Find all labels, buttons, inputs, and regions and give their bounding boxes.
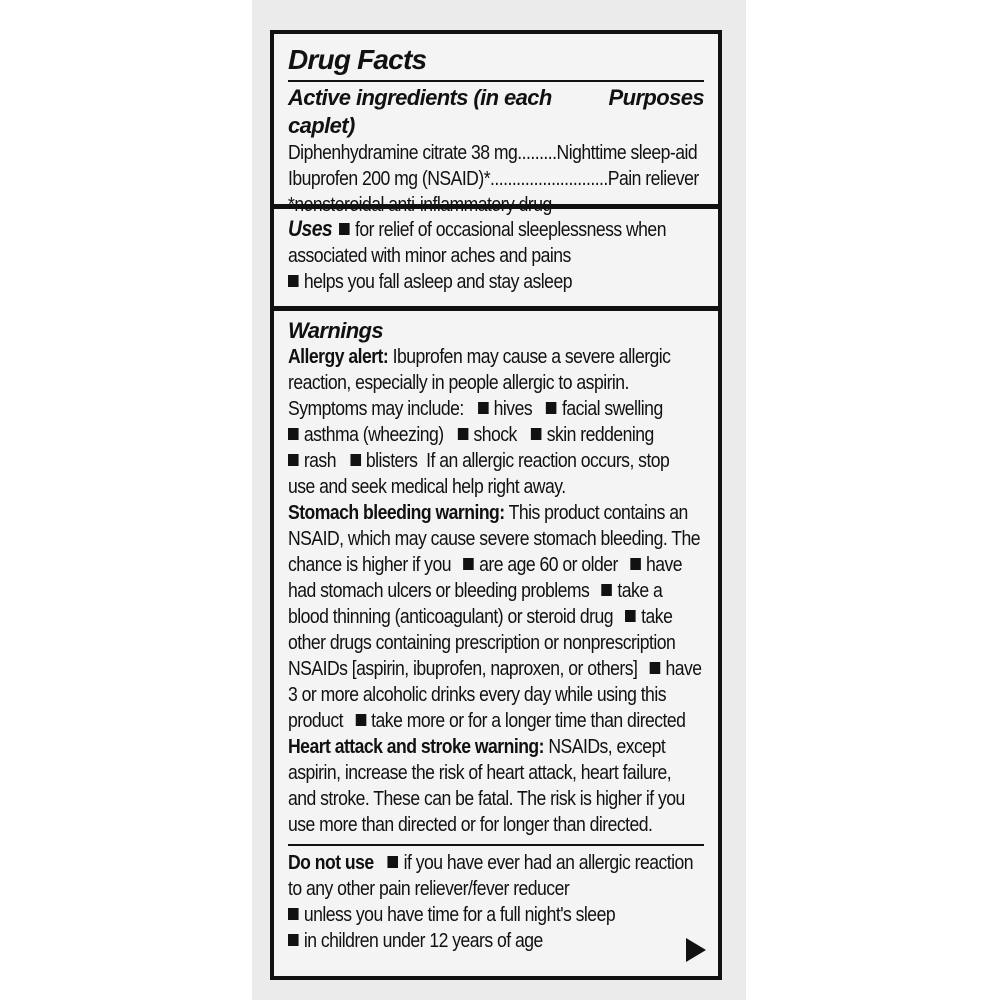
warning-text: This product contains an (508, 502, 688, 524)
warning-text: and stroke. These can be fatal. The risk is higher if you (288, 788, 685, 810)
warning-text: take more or for a longer time than directed (371, 710, 686, 732)
uses-text: helps you fall asleep and stay asleep (303, 271, 572, 293)
bullet-icon (350, 454, 361, 466)
warning-text: chance is higher if you (288, 554, 451, 576)
warning-line (288, 578, 704, 604)
do-not-use-text: to any other pain reliever/fever reducer (288, 878, 570, 900)
warning-line (288, 552, 704, 578)
warning-line (288, 656, 704, 682)
warning-text: shock (473, 424, 517, 446)
warning-text: aspirin, increase the risk of heart attack, heart failure, (288, 762, 672, 784)
warning-text: had stomach ulcers or bleeding problems (288, 580, 590, 602)
ingredient-row (288, 140, 704, 166)
warning-text: 3 or more alcoholic drinks every day while using this (288, 684, 666, 706)
do-not-use-line (288, 928, 704, 954)
warning-text: Ibuprofen may cause a severe allergic (392, 346, 671, 368)
do-not-use-line (288, 876, 704, 902)
warning-line (288, 786, 704, 812)
do-not-use-label: Do not use (288, 852, 374, 874)
warning-line (288, 630, 704, 656)
bullet-icon (288, 428, 299, 440)
do-not-use-line (288, 850, 704, 876)
bullet-icon (339, 223, 350, 235)
warning-text: take a (617, 580, 663, 602)
bullet-icon (531, 428, 542, 440)
active-ingredients-heading: Active ingredients (in each caplet) (288, 85, 552, 138)
bullet-icon (546, 402, 557, 414)
warning-line (288, 422, 704, 448)
warning-text: product (288, 710, 344, 732)
bullet-icon (650, 662, 661, 674)
uses-heading: Uses (288, 216, 333, 241)
warning-text: hives (493, 398, 533, 420)
allergy-alert-label: Allergy alert: (288, 346, 389, 368)
bullet-icon (463, 558, 474, 570)
warning-line (288, 526, 704, 552)
section-divider (274, 306, 718, 311)
warning-text: blood thinning (anticoagulant) or steroid drug (288, 606, 614, 628)
warning-text: have (646, 554, 683, 576)
warning-text: facial swelling (562, 398, 663, 420)
warning-line (288, 344, 704, 370)
warning-line (288, 682, 704, 708)
warning-line (288, 474, 704, 500)
uses-line (288, 216, 704, 243)
title-rule (288, 80, 704, 82)
warning-line (288, 500, 704, 526)
warning-line (288, 370, 704, 396)
drug-facts-label (270, 30, 722, 980)
uses-section (274, 216, 718, 295)
bullet-icon (602, 584, 613, 596)
bullet-icon (355, 714, 366, 726)
warning-line (288, 708, 704, 734)
do-not-use-text: in children under 12 years of age (303, 930, 543, 952)
bullet-icon (288, 275, 299, 287)
warnings-heading: Warnings (288, 318, 384, 343)
warning-text: skin reddening (546, 424, 654, 446)
warning-line (288, 396, 704, 422)
uses-text: associated with minor aches and pains (288, 245, 571, 267)
bullet-icon (288, 454, 299, 466)
warning-text: NSAIDs, except (548, 736, 666, 758)
purposes-heading: Purposes (608, 85, 704, 110)
warning-line (288, 448, 704, 474)
do-not-use-text: unless you have time for a full night's sleep (303, 904, 616, 926)
warning-line (288, 812, 704, 838)
do-not-use-line (288, 902, 704, 928)
warning-text: rash (303, 450, 336, 472)
uses-line (288, 269, 704, 295)
active-heading-row (288, 84, 704, 140)
bullet-icon (458, 428, 469, 440)
uses-text: for relief of occasional sleeplessness when (355, 219, 666, 241)
warning-text: If an allergic reaction occurs, stop (426, 450, 670, 472)
drug-facts-title: Drug Facts (288, 44, 427, 75)
bullet-icon (630, 558, 641, 570)
active-ingredients-section (274, 42, 718, 218)
bullet-icon (478, 402, 489, 414)
stomach-warning-label: Stomach bleeding warning: (288, 502, 505, 524)
bullet-icon (288, 908, 299, 920)
warning-text: reaction, especially in people allergic to aspirin. (288, 372, 629, 394)
warning-text: use and seek medical help right away. (288, 476, 566, 498)
warning-text: have (665, 658, 702, 680)
do-not-use-rule (288, 844, 704, 846)
warning-text: NSAIDs [aspirin, ibuprofen, naproxen, or others] (288, 658, 638, 680)
warning-line (288, 734, 704, 760)
warnings-section (274, 318, 718, 954)
heart-warning-label: Heart attack and stroke warning: (288, 736, 544, 758)
section-divider (274, 204, 718, 209)
bullet-icon (288, 934, 299, 946)
continue-arrow-icon (686, 938, 706, 962)
warning-text: are age 60 or older (479, 554, 618, 576)
bullet-icon (625, 610, 636, 622)
ingredient-row (288, 166, 704, 192)
ingredient-text: Diphenhydramine citrate 38 mg.........Nighttime sleep-aid (288, 142, 698, 164)
warning-text: asthma (wheezing) (303, 424, 444, 446)
warning-line (288, 604, 704, 630)
warning-text: other drugs containing prescription or nonprescription (288, 632, 676, 654)
warning-text: blisters (365, 450, 418, 472)
warning-text: use more than directed or for longer than directed. (288, 814, 653, 836)
warning-text: take (641, 606, 673, 628)
ingredient-text: Ibuprofen 200 mg (NSAID)*...........................Pain reliever (288, 168, 699, 190)
uses-line (288, 243, 704, 269)
do-not-use-text: if you have ever had an allergic reaction (403, 852, 694, 874)
warning-text: Symptoms may include: (288, 398, 464, 420)
warning-line (288, 760, 704, 786)
warning-text: NSAID, which may cause severe stomach bleeding. The (288, 528, 700, 550)
bullet-icon (388, 856, 399, 868)
